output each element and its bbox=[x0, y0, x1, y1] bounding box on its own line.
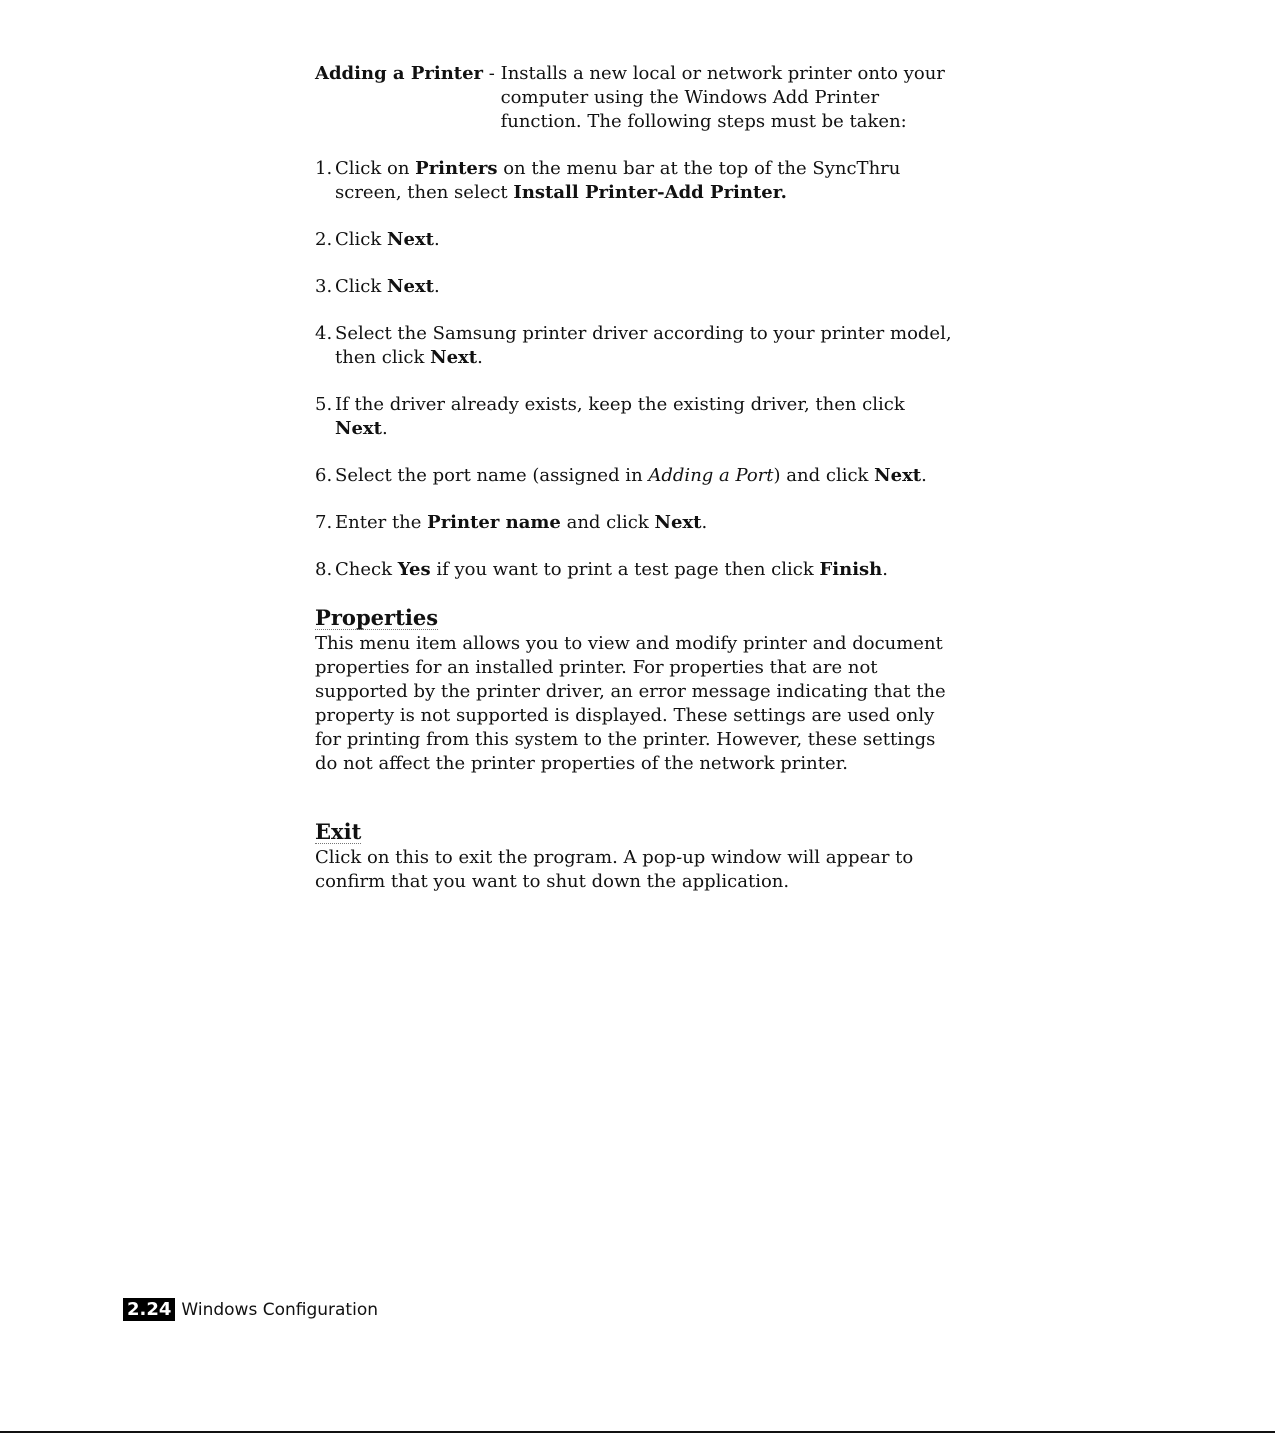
step-item bbox=[315, 558, 955, 582]
step-emphasis: Printers bbox=[415, 158, 498, 179]
step-item bbox=[315, 228, 955, 252]
page-number: 2.24 bbox=[123, 1298, 175, 1321]
step-text: Click on bbox=[335, 158, 416, 179]
page-content bbox=[315, 62, 955, 894]
step-emphasis: Printer name bbox=[427, 512, 561, 533]
properties-body: This menu item allows you to view and modify printer and document properties for an installed printer. For properties that are not supported by the printer driver, an error message indicating that the property is not supported is displayed. These settings are used only for printing from this system to the printer. However, these settings do not affect the printer properties of the network printer. bbox=[315, 633, 946, 774]
properties-heading: Properties bbox=[315, 605, 439, 630]
step-text: ) and click bbox=[773, 465, 875, 486]
page-footer bbox=[123, 1298, 378, 1321]
step-number: 5. bbox=[315, 394, 333, 415]
step-emphasis: Yes bbox=[397, 559, 431, 580]
adding-printer-intro bbox=[315, 62, 955, 134]
steps-list bbox=[315, 157, 955, 582]
step-text: and click bbox=[560, 512, 655, 533]
step-emphasis: Install Printer-Add Printer. bbox=[513, 182, 787, 203]
term-separator: - bbox=[483, 63, 501, 84]
adding-printer-term: Adding a Printer bbox=[315, 63, 484, 84]
step-emphasis: Next bbox=[874, 465, 922, 486]
exit-section bbox=[315, 821, 955, 894]
step-item bbox=[315, 322, 955, 370]
step-item bbox=[315, 275, 955, 299]
step-number: 8. bbox=[315, 559, 333, 580]
section-title: Windows Configuration bbox=[181, 1299, 379, 1320]
step-text: If the driver already exists, keep the existing driver, then click bbox=[335, 394, 905, 415]
step-emphasis: Next bbox=[387, 229, 434, 250]
step-number: 6. bbox=[315, 465, 333, 486]
step-number: 2. bbox=[315, 229, 333, 250]
adding-printer-description: Installs a new local or network printer onto your computer using the Windows Add Printer function. The following steps must be taken: bbox=[500, 63, 945, 132]
step-text: Select the Samsung printer driver according to your printer model, then click bbox=[335, 323, 952, 368]
step-text: Enter the bbox=[335, 512, 428, 533]
step-number: 3. bbox=[315, 276, 333, 297]
step-text: . bbox=[477, 347, 483, 368]
step-text: . bbox=[701, 512, 708, 533]
step-text: . bbox=[433, 276, 440, 297]
step-text: . bbox=[433, 229, 440, 250]
step-text: . bbox=[381, 418, 388, 439]
step-text: if you want to print a test page then click bbox=[430, 559, 820, 580]
step-item bbox=[315, 464, 955, 488]
properties-section bbox=[315, 607, 955, 776]
step-text: Click bbox=[335, 229, 387, 250]
step-text: . bbox=[882, 559, 888, 580]
step-emphasis: Next bbox=[654, 512, 702, 533]
step-number: 4. bbox=[315, 323, 333, 344]
step-text: . bbox=[921, 465, 927, 486]
exit-body: Click on this to exit the program. A pop-up window will appear to confirm that you want to shut down the application. bbox=[315, 847, 914, 892]
step-reference: Adding a Port bbox=[648, 465, 774, 486]
step-item bbox=[315, 157, 955, 205]
step-text: on the menu bar at the top of the SyncThru screen, then select bbox=[335, 158, 901, 203]
bottom-rule bbox=[0, 1431, 1275, 1433]
exit-heading: Exit bbox=[315, 819, 362, 844]
step-emphasis: Finish bbox=[819, 559, 883, 580]
step-emphasis: Next bbox=[387, 276, 434, 297]
step-item bbox=[315, 511, 955, 535]
step-number: 7. bbox=[315, 512, 333, 533]
step-number: 1. bbox=[315, 158, 333, 179]
step-text: Click bbox=[335, 276, 387, 297]
step-emphasis: Next bbox=[430, 347, 478, 368]
step-emphasis: Next bbox=[335, 418, 382, 439]
step-item bbox=[315, 393, 955, 441]
step-text: Check bbox=[335, 559, 398, 580]
step-text: Select the port name (assigned in bbox=[335, 465, 649, 486]
